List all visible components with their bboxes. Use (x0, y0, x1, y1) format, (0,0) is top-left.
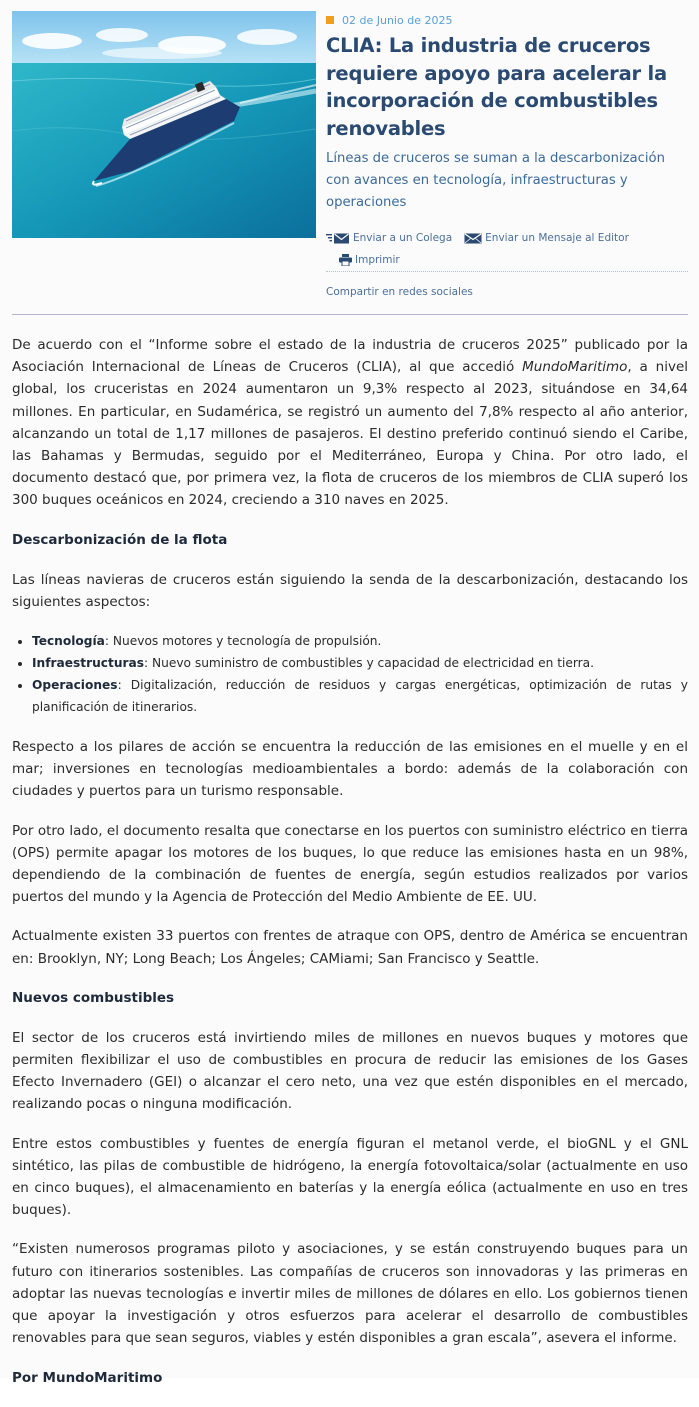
send-to-editor-link[interactable]: Enviar un Mensaje al Editor (464, 232, 629, 244)
paragraph: Entre estos combustibles y fuentes de energía figuran el metanol verde, el bioGNL y el GNL sintético, las pilas de combustible de hidrógeno, la energía fotovoltaica/solar (actualmente en uso en cinco buques), el almacenamiento en baterías y la energía eólica (actualmente en uso en tres buques). (12, 1135, 688, 1219)
send-to-colleague-link[interactable]: Enviar a un Colega (326, 232, 452, 244)
share-social-link[interactable]: Compartir en redes sociales (326, 286, 473, 298)
article-actions (326, 228, 688, 272)
aspects-list (12, 630, 688, 718)
paragraph: El sector de los cruceros está invirtiendo miles de millones en nuevos buques y motores que permiten flexibilizar el uso de combustibles en procura de reducir las emisiones de los Gases Efecto Invernadero (GEI) o alcanzar el cero neto, una vez que estén disponibles en el mercado, realizando pocas o ninguna modificación. (12, 1029, 688, 1113)
article-body (12, 334, 688, 1407)
date-marker-icon (326, 16, 334, 24)
header-divider (12, 314, 688, 315)
list-item: • Infraestructuras: Nuevo suministro de combustibles y capacidad de electricidad en tierra. (32, 652, 688, 674)
byline: Por MundoMaritimo (12, 1369, 163, 1386)
envelope-icon (326, 233, 350, 244)
publication-name: MundoMaritimo (522, 359, 628, 376)
paragraph: Respecto a los pilares de acción se encuentra la reducción de las emisiones en el muelle y en el mar; inversiones en tecnologías medioambientales a bordo: además de la colaboración con ciudades y puertos para un turismo responsable. (12, 739, 688, 800)
paragraph: De acuerdo con el “Informe sobre el estado de la industria de cruceros 2025” publicado por la Asociación Internacional de Líneas de Cruceros (CLIA), al que accedió MundoMaritimo, a nivel global, los cruceristas en 2024 aumentaron un 9,3% respecto al 2023, situándose en 34,64 millones. En particular, en Sudamérica, se registró un aumento del 7,8% respecto al año anterior, alcanzando un total de 1,17 millones de pasajeros. El destino preferido continuó siendo el Caribe, las Bahamas y Bermudas, seguido por el Mediterráneo, Europa y China. Por otro lado, el documento destacó que, por primera vez, la flota de cruceros de los miembros de CLIA superó los 300 buques oceánicos en 2024, creciendo a 310 naves en 2025. (12, 337, 689, 509)
list-item: • Operaciones: Digitalización, reducción de residuos y cargas energéticas, optimización de rutas y planificación de itinerarios. (32, 674, 688, 718)
print-link[interactable]: Imprimir (339, 254, 400, 266)
article-subtitle: Líneas de cruceros se suman a la descarbonización con avances en tecnología, infraestructuras y operaciones (326, 151, 665, 210)
date-row (326, 12, 688, 28)
envelope-icon (464, 233, 482, 244)
printer-icon (339, 254, 352, 266)
list-item: • Tecnología: Nuevos motores y tecnología de propulsión. (32, 630, 688, 652)
paragraph: Actualmente existen 33 puertos con frentes de atraque con OPS, dentro de América se encuentran en: Brooklyn, NY; Long Beach; Los Ángeles; CAMiami; San Francisco y Seattle. (12, 928, 688, 967)
paragraph: “Existen numerosos programas piloto y asociaciones, y se están construyendo buques para un futuro con itinerarios sostenibles. Las compañías de cruceros son innovadoras y las primeras en adoptar las nuevas tecnologías e invertir miles de millones de dólares en ello. Los gobiernos tienen que apoyar la investigación y otros esfuerzos para acelerar el desarrollo de combustibles renovables para que sean seguros, viables y estén disponibles a gran escala”, asevera el informe. (12, 1241, 688, 1347)
hero-image-cruise-ship (12, 11, 316, 238)
article-header (326, 12, 688, 298)
section-heading: Nuevos combustibles (12, 989, 175, 1006)
publish-date: 02 de Junio de 2025 (342, 13, 453, 27)
section-heading: Descarbonización de la flota (12, 531, 228, 548)
paragraph: Las líneas navieras de cruceros están siguiendo la senda de la descarbonización, destacando los siguientes aspectos: (12, 571, 688, 610)
paragraph: Por otro lado, el documento resalta que conectarse en los puertos con suministro eléctrico en tierra (OPS) permite apagar los motores de los buques, lo que reduce las emisiones hasta en un 98%, dependiendo de la combinación de fuentes de energía, según estudios realizados por varios puertos del mundo y la Agencia de Protección del Medio Ambiente de EE. UU. (12, 822, 688, 906)
article-title: CLIA: La industria de cruceros requiere apoyo para acelerar la incorporación de combustibles renovables (326, 34, 667, 140)
